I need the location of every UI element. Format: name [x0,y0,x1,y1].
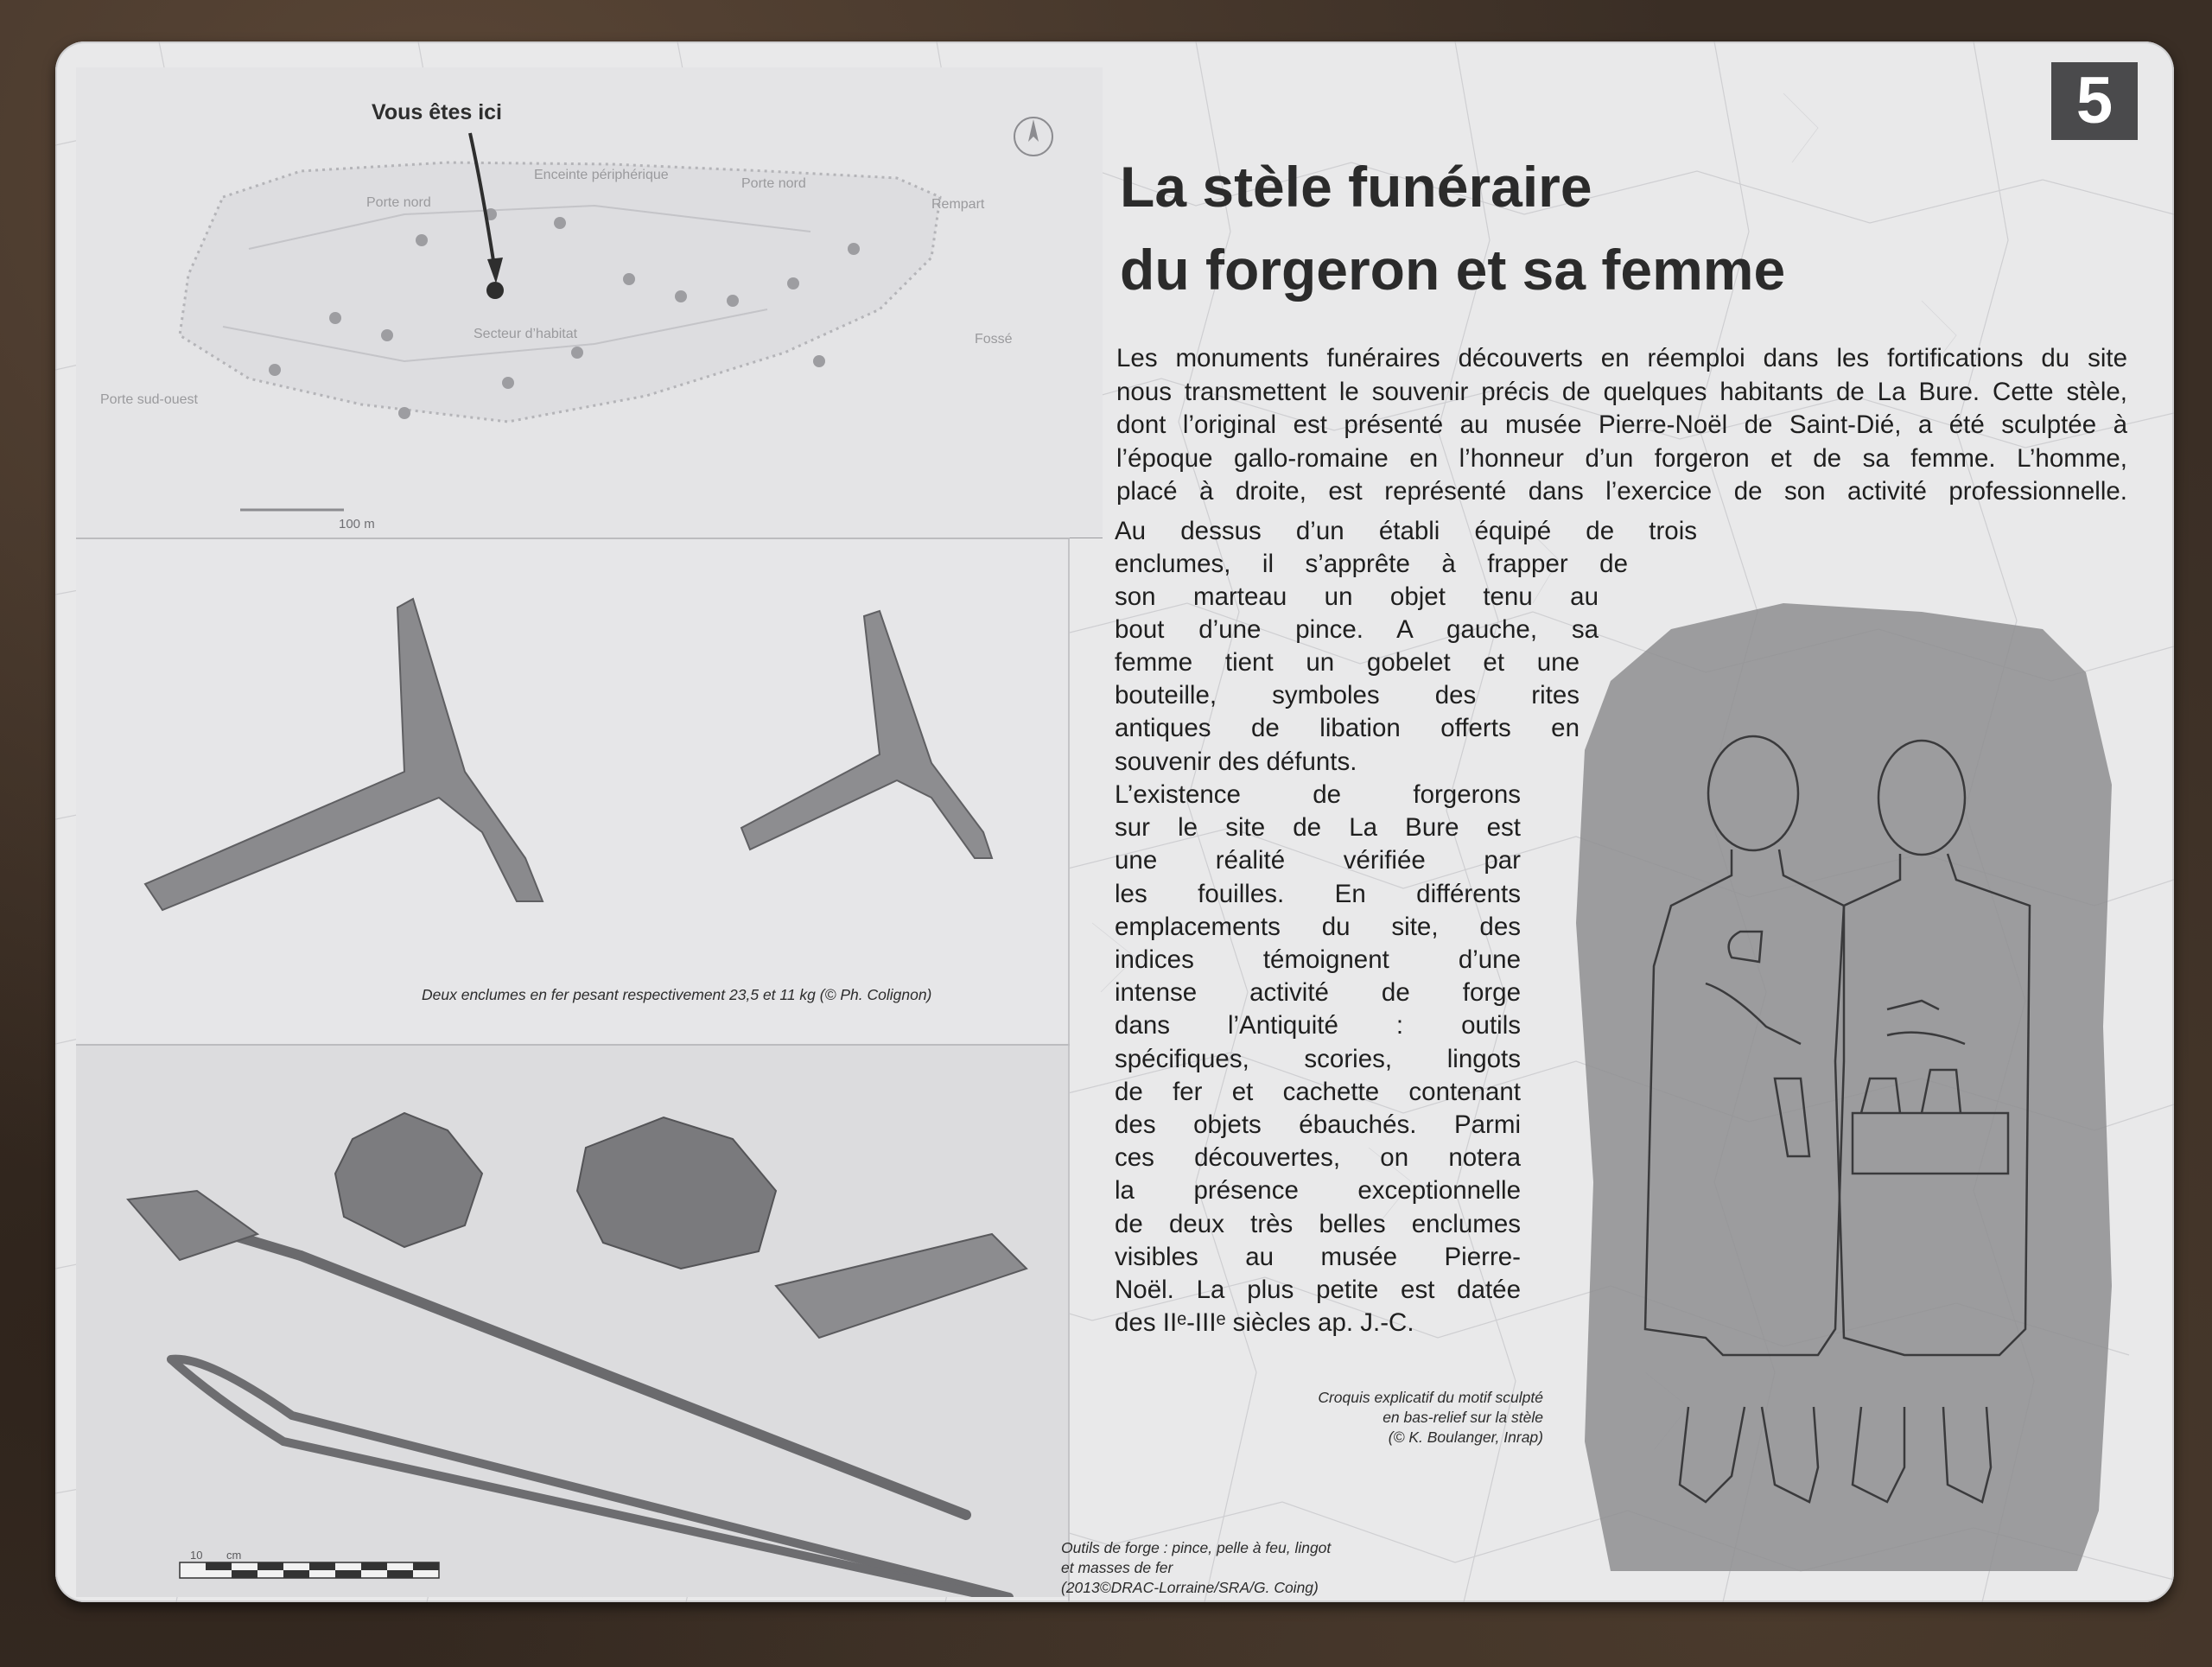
column-line: intense activité de forge [1115,978,1521,1008]
column-line: son marteau un objet tenu au [1115,582,1599,611]
map-label-fosse: Fossé [975,332,1013,347]
iron-ingot [776,1234,1027,1338]
column-line: Au dessus d’un établi équipé de trois [1115,517,1697,545]
tools-caption [1061,1538,1331,1598]
column-line: L’existence de forgerons [1115,780,1521,809]
tools-caption-line: (2013©DRAC-Lorraine/SRA/G. Coing) [1061,1579,1319,1596]
tools-caption-line: Outils de forge : pince, pelle à feu, lingot [1061,1539,1332,1556]
north-arrow-icon [1014,118,1052,156]
intro-line: nous transmettent le souvenir précis de quelques habitants de La Bure. Cette stèle, [1116,377,2127,406]
scale-ruler [180,1562,439,1578]
small-anvil [741,611,992,858]
map-scale-label: 100 m [339,517,375,531]
fire-shovel [171,1217,966,1515]
tools-drawing [76,1044,1070,1597]
stele-caption-line: Croquis explicatif du motif sculpté [1318,1389,1543,1406]
map-label-enceinte: Enceinte périphérique [534,168,669,182]
page-title [1120,145,2070,311]
column-line: sur le site de La Bure est [1115,813,1521,843]
column-paragraph-b [1115,581,1599,646]
scale-unit-label: cm [226,1549,242,1562]
intro-paragraph [1116,342,2127,509]
anvils-photo [76,538,1070,1044]
intro-line: placé à droite, est représenté dans l’exercice de son activité professionnelle. [1116,477,2127,506]
column-line: de fer et cachette contenant [1115,1077,1521,1106]
anvils-drawing [76,538,1070,1044]
column-line: bout d’une pince. A gauche, sa [1115,615,1599,645]
anvil-divider [76,1044,1070,1046]
tools-photo [76,1044,1070,1597]
map-label-rempart: Rempart [931,197,985,212]
map-label-porte-nord-ouest: Porte nord [366,195,431,210]
stele-sketch [1559,577,2129,1580]
map-divider [76,538,1070,539]
panel-number-badge: 5 [2051,62,2138,140]
shovel-blade [128,1191,257,1260]
stele-caption-line: en bas-relief sur la stèle [1382,1409,1543,1426]
column-line: enclumes, il s’apprête à frapper de [1115,550,1628,578]
tools-caption-line: et masses de fer [1061,1559,1173,1576]
intro-line: l’époque gallo-romaine en l’honneur d’un forgeron et de sa femme. L’homme, [1116,443,2127,473]
column-line: spécifiques, scories, lingots [1115,1044,1521,1073]
column-line: bouteille, symboles des rites [1115,681,1580,710]
slag-piece-1 [335,1113,482,1247]
anvils-caption: Deux enclumes en fer pesant respectivement 23,5 et 11 kg (© Ph. Colignon) [422,986,932,1003]
intro-line: Les monuments funéraires découverts en réemploi dans les fortifications du site [1116,344,2127,372]
stele-caption-line: (© K. Boulanger, Inrap) [1388,1428,1543,1446]
column-line: souvenir des défunts. [1115,747,1357,776]
column-line: ces découvertes, on notera [1115,1143,1521,1173]
info-panel [55,41,2174,1602]
map-label-secteur-habitat: Secteur d’habitat [474,327,578,341]
column-paragraph-top [1115,515,1697,548]
you-are-here-label: Vous êtes ici [372,100,502,124]
photo-column-divider [1068,538,1070,1602]
column-paragraph-a [1115,548,1628,581]
column-line: des objets ébauchés. Parmi [1115,1110,1521,1140]
column-line: femme tient un gobelet et une [1115,648,1580,677]
site-map [76,67,1103,538]
column-line: indices témoignent d’une [1115,945,1521,975]
column-line: visibles au musée Pierre- [1115,1242,1521,1271]
column-paragraph-c [1115,646,1580,779]
scale-zero-label: 10 [190,1549,203,1562]
column-line: les fouilles. En différents [1115,879,1521,908]
column-line: une réalité vérifiée par [1115,846,1521,875]
map-label-porte-nord: Porte nord [741,176,806,191]
slag-piece-2 [577,1117,776,1269]
title-line-1: La stèle funéraire [1120,155,1592,219]
title-line-2: du forgeron et sa femme [1120,238,1786,302]
column-line: de deux très belles enclumes [1115,1209,1521,1238]
large-anvil [145,599,543,910]
intro-line: dont l’original est présenté au musée Pierre-Noël de Saint-Dié, a été sculptée à [1116,410,2127,440]
column-line: la présence exceptionnelle [1115,1176,1521,1206]
column-line: emplacements du site, des [1115,912,1521,941]
column-line: des IIᵉ-IIIᵉ siècles ap. J.-C. [1115,1308,1414,1338]
map-label-porte-sud: Porte sud-ouest [100,392,198,407]
site-map-drawing [76,67,1103,538]
column-paragraph-d [1115,779,1521,1339]
column-line: Noël. La plus petite est datée [1115,1276,1521,1305]
column-line: antiques de libation offerts en [1115,714,1580,743]
stele-caption [1317,1388,1543,1447]
column-line: dans l’Antiquité : outils [1115,1011,1521,1040]
